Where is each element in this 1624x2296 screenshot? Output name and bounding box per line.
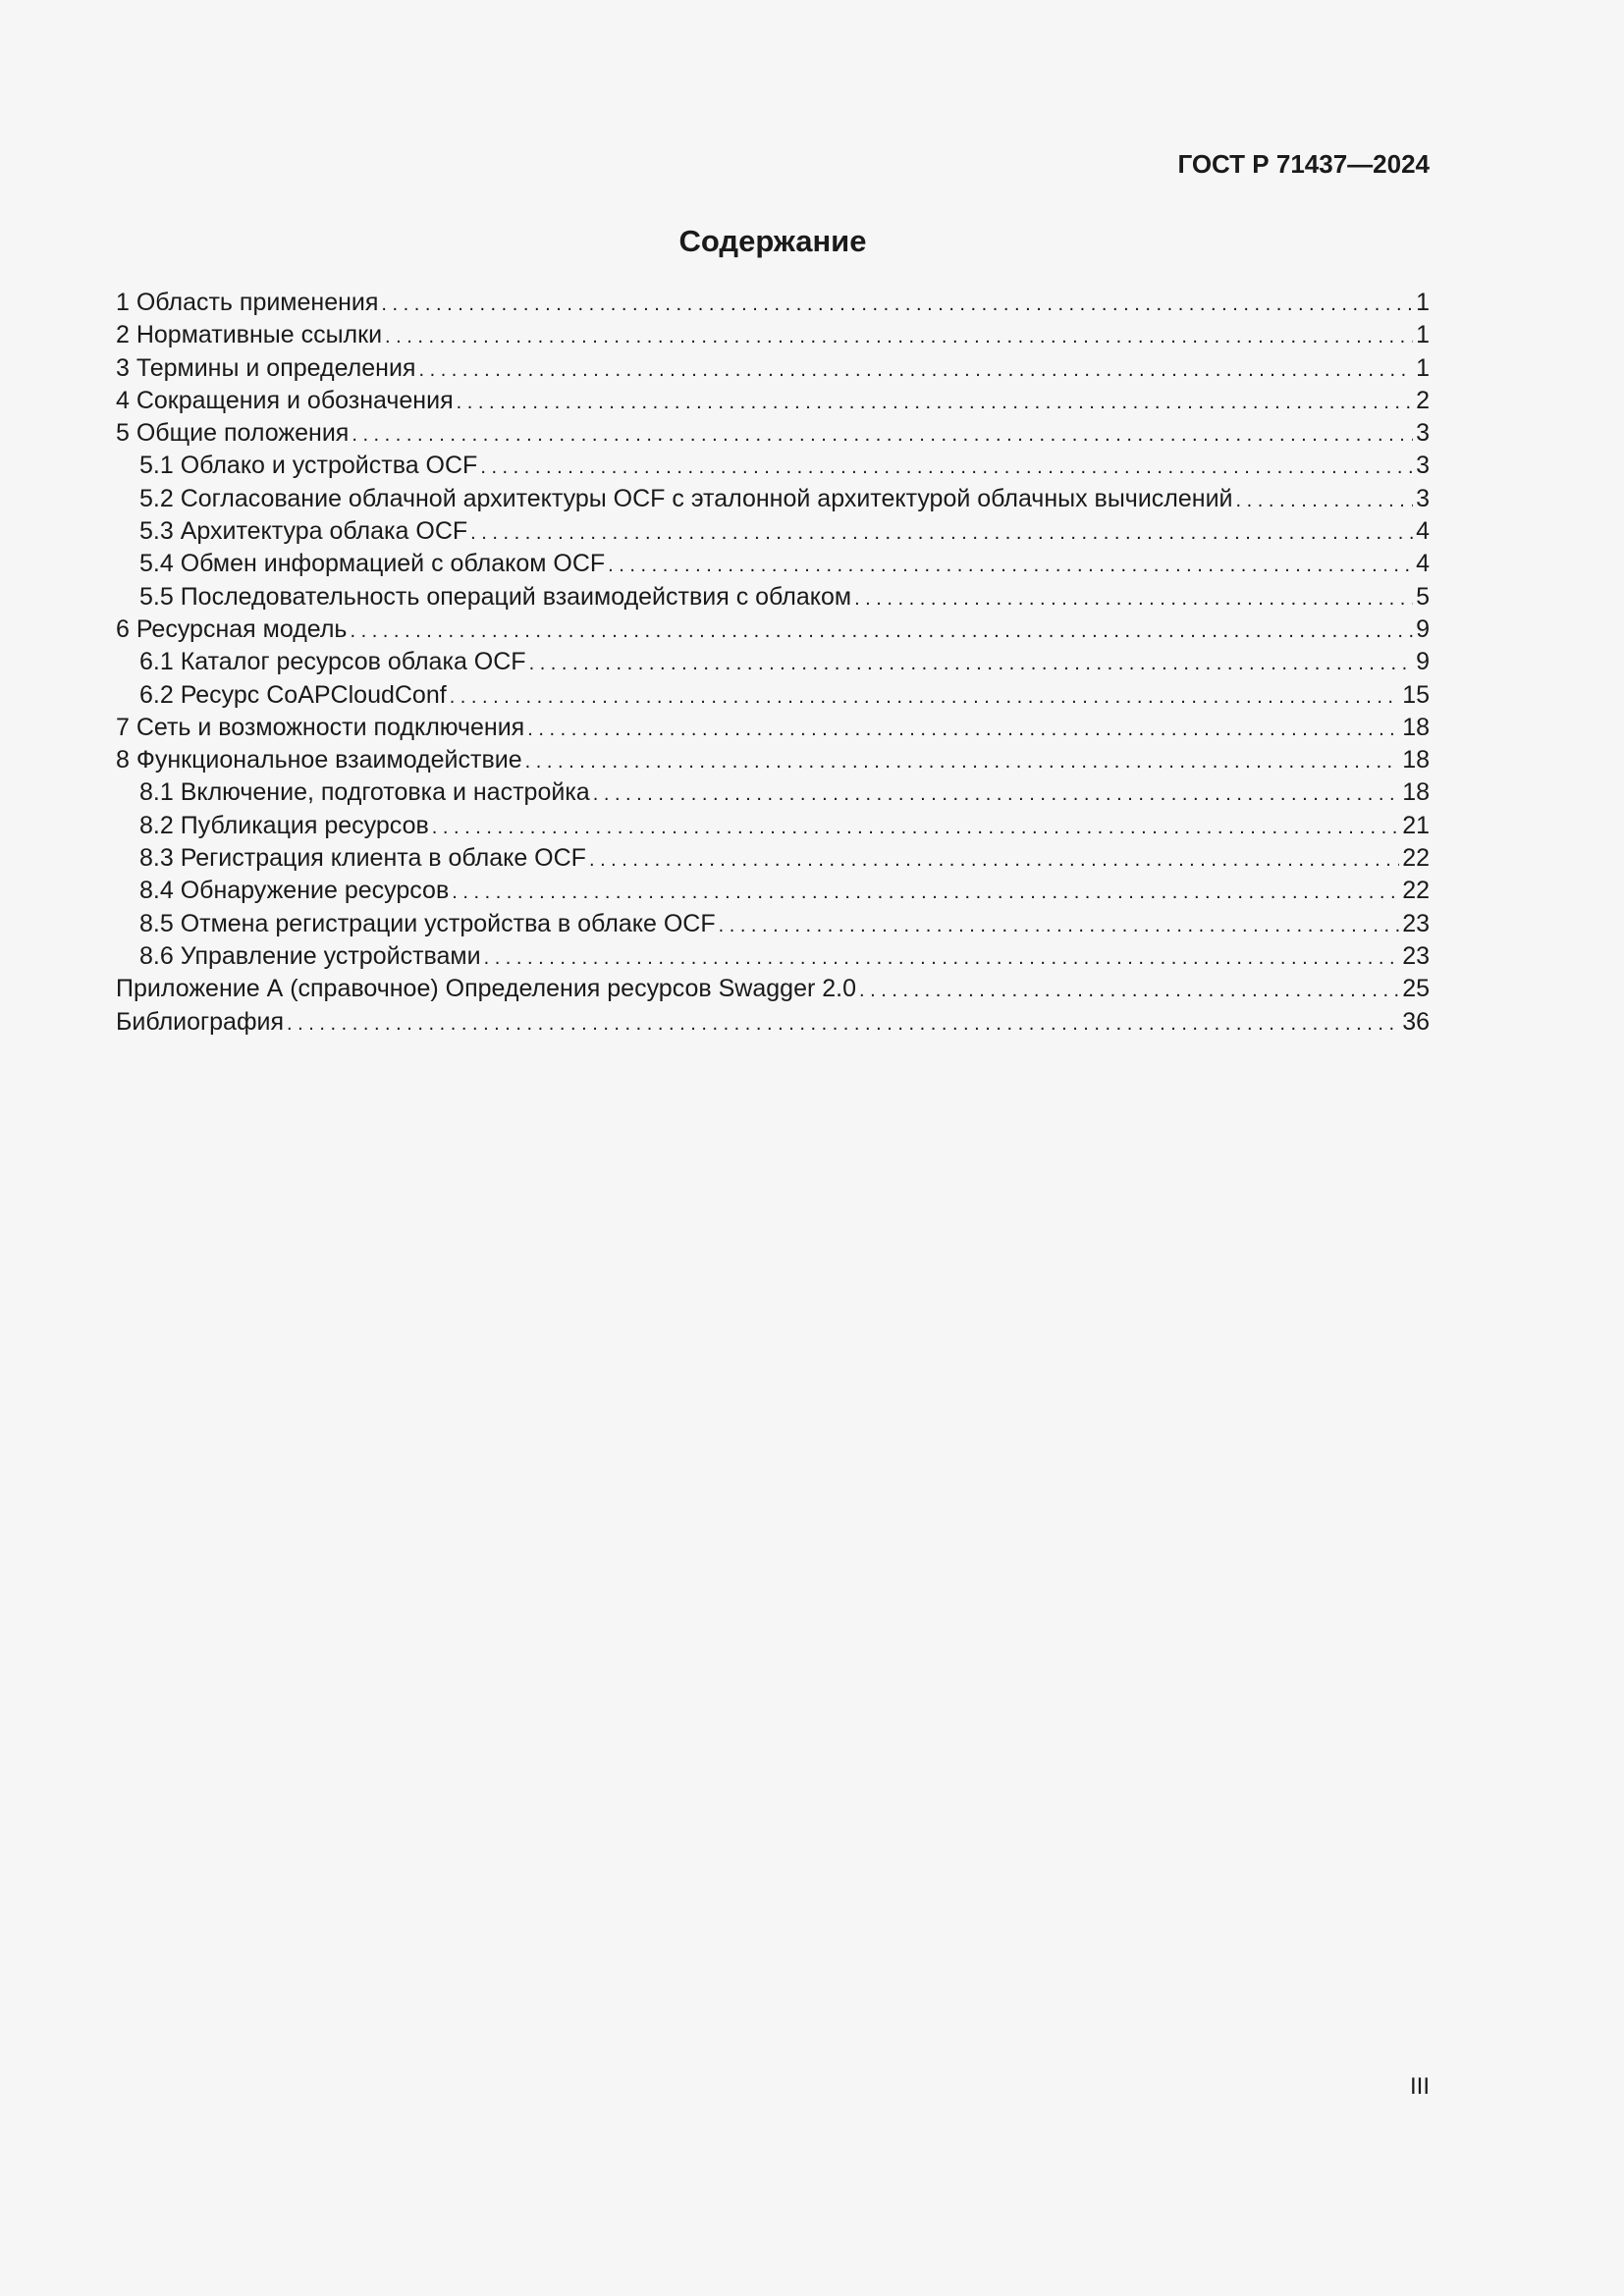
dot-leader	[480, 450, 1413, 484]
toc-entry-title: Приложение А (справочное) Определения ресурсов Swagger 2.0	[116, 975, 856, 1003]
dot-leader	[859, 973, 1399, 1007]
toc-entry[interactable]	[116, 548, 1430, 580]
dot-leader	[1236, 483, 1414, 517]
dot-leader	[381, 287, 1413, 321]
toc-entry-page: 25	[1402, 975, 1430, 1003]
toc-entry-page: 9	[1416, 648, 1430, 676]
toc-entry[interactable]	[116, 744, 1430, 776]
toc-entry[interactable]	[116, 679, 1430, 712]
toc-entry-page: 1	[1416, 321, 1430, 349]
toc-entry[interactable]	[116, 614, 1430, 646]
toc-entry-page: 4	[1416, 517, 1430, 546]
toc-entry-title: 8.2 Публикация ресурсов	[139, 811, 429, 839]
toc-entry[interactable]	[116, 450, 1430, 482]
toc-entry-title: 4 Сокращения и обозначения	[116, 386, 454, 414]
toc-entry[interactable]	[116, 940, 1430, 973]
toc-entry[interactable]	[116, 1006, 1430, 1039]
toc-entry[interactable]	[116, 581, 1430, 614]
toc-entry-title: 3 Термины и определения	[116, 353, 416, 382]
toc-entry-page: 2	[1416, 386, 1430, 414]
dot-leader	[608, 548, 1413, 582]
toc-entry-title: 8.3 Регистрация клиента в облаке OCF	[139, 844, 586, 873]
toc-entry[interactable]	[116, 287, 1430, 319]
dot-leader	[719, 908, 1400, 942]
page-number: III	[1409, 2073, 1430, 2100]
dot-leader	[527, 712, 1399, 746]
toc-entry-title: 8.6 Управление устройствами	[139, 941, 481, 970]
toc-entry-title: 5.2 Согласование облачной архитектуры OCF с эталонной архитектурой облачных вычислений	[139, 484, 1233, 512]
toc-entry-page: 23	[1402, 909, 1430, 937]
dot-leader	[593, 776, 1399, 811]
dot-leader	[350, 614, 1413, 648]
toc-entry-title: 5.5 Последовательность операций взаимодействия с облаком	[139, 582, 852, 611]
toc-entry-page: 18	[1402, 713, 1430, 741]
toc-entry-title: 1 Область применения	[116, 289, 379, 316]
toc-entry-title: 6.2 Ресурс CoAPCloudConf	[139, 680, 447, 709]
dot-leader	[385, 319, 1413, 353]
toc-entry[interactable]	[116, 515, 1430, 548]
toc-entry-title: 5.3 Архитектура облака OCF	[139, 517, 468, 546]
toc-entry[interactable]	[116, 712, 1430, 744]
dot-leader	[352, 417, 1413, 452]
toc-entry[interactable]	[116, 352, 1430, 385]
dot-leader	[529, 646, 1414, 680]
toc-entry-title: 7 Сеть и возможности подключения	[116, 713, 525, 741]
toc-entry[interactable]	[116, 385, 1430, 417]
toc-entry-page: 15	[1402, 680, 1430, 709]
dot-leader	[854, 581, 1413, 615]
toc-entry-page: 21	[1402, 811, 1430, 839]
dot-leader	[484, 940, 1400, 975]
toc-entry-page: 18	[1402, 778, 1430, 807]
toc-entry-page: 22	[1402, 844, 1430, 873]
toc-entry[interactable]	[116, 908, 1430, 940]
toc-entry-title: 8.4 Обнаружение ресурсов	[139, 877, 450, 905]
dot-leader	[450, 679, 1400, 714]
document-header-standard: ГОСТ Р 71437—2024	[1177, 149, 1430, 179]
dot-leader	[457, 385, 1413, 419]
dot-leader	[470, 515, 1413, 550]
dot-leader	[287, 1006, 1399, 1041]
page-title: Содержание	[678, 224, 867, 258]
toc-entry-page: 9	[1416, 614, 1430, 643]
dot-leader	[525, 744, 1400, 778]
toc-entry[interactable]	[116, 875, 1430, 907]
toc-entry-page: 36	[1402, 1007, 1430, 1036]
toc-entry[interactable]	[116, 319, 1430, 351]
toc-entry-title: 8.1 Включение, подготовка и настройка	[139, 778, 590, 807]
toc-entry-title: 5 Общие положения	[116, 419, 350, 448]
toc-entry-page: 18	[1402, 746, 1430, 774]
toc-entry[interactable]	[116, 417, 1430, 450]
toc-entry-page: 3	[1416, 452, 1430, 480]
toc-entry-page: 1	[1416, 289, 1430, 316]
toc-entry-page: 23	[1402, 941, 1430, 970]
toc-entry[interactable]	[116, 973, 1430, 1005]
toc-entry-title: 6 Ресурсная модель	[116, 614, 348, 643]
toc-entry-page: 5	[1416, 582, 1430, 611]
dot-leader	[432, 810, 1399, 844]
toc-entry[interactable]	[116, 842, 1430, 875]
toc-entry-page: 3	[1416, 419, 1430, 448]
toc-entry-title: 8 Функциональное взаимодействие	[116, 746, 522, 774]
toc-entry-title: 5.4 Обмен информацией с облаком OCF	[139, 550, 606, 578]
toc-entry-page: 3	[1416, 484, 1430, 512]
toc-entry[interactable]	[116, 646, 1430, 678]
toc-entry[interactable]	[116, 776, 1430, 809]
dot-leader	[589, 842, 1399, 877]
toc-entry-title: 5.1 Облако и устройства OCF	[139, 452, 478, 480]
dot-leader	[418, 352, 1413, 387]
table-of-contents	[116, 287, 1430, 1039]
toc-entry-page: 22	[1402, 877, 1430, 905]
toc-entry-page: 4	[1416, 550, 1430, 578]
dot-leader	[452, 875, 1399, 909]
toc-entry-title: 8.5 Отмена регистрации устройства в облаке OCF	[139, 909, 716, 937]
toc-entry-title: 6.1 Каталог ресурсов облака OCF	[139, 648, 526, 676]
toc-entry-title: Библиография	[116, 1007, 285, 1036]
toc-entry[interactable]	[116, 810, 1430, 842]
toc-entry-title: 2 Нормативные ссылки	[116, 321, 383, 349]
toc-entry[interactable]	[116, 483, 1430, 515]
toc-entry-page: 1	[1416, 353, 1430, 382]
